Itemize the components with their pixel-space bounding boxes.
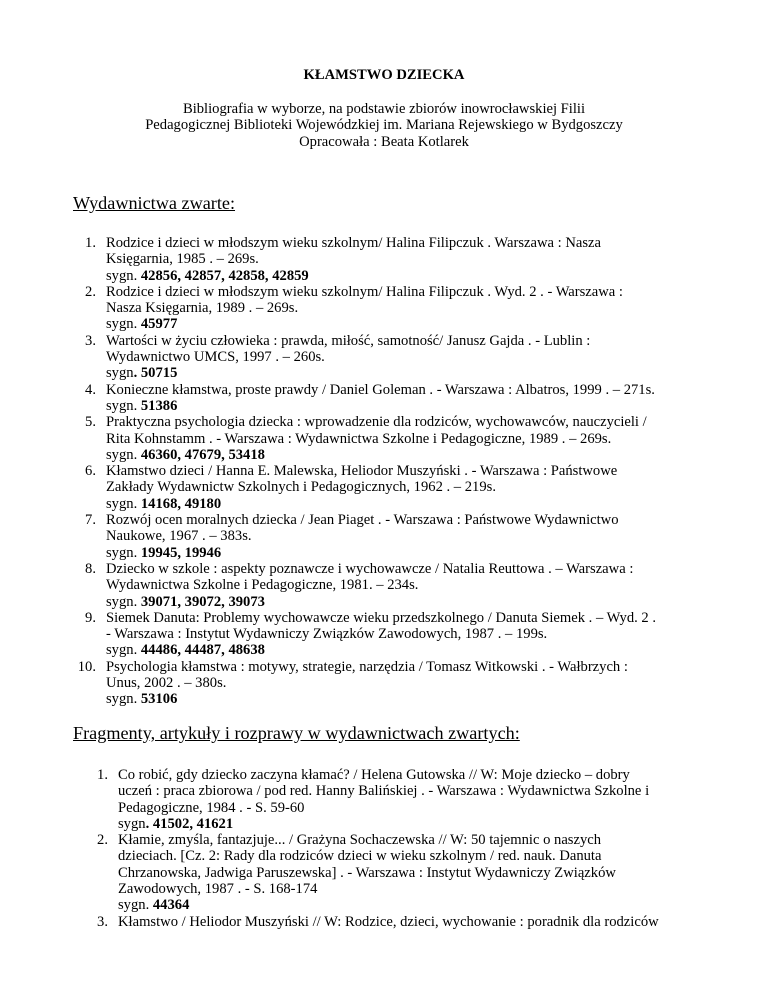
entry-line: dzieciach. [Cz. 2: Rady dla rodziców dzieci w wieku szkolnym / red. nauk. Danuta xyxy=(118,848,602,865)
entry-line: Siemek Danuta: Problemy wychowawcze wieku przedszkolnego / Danuta Siemek . – Wyd. 2 . xyxy=(106,609,657,626)
entry-line: Unus, 2002 . – 380s. xyxy=(106,675,227,692)
entry-line: Kłamstwo / Heliodor Muszyński // W: Rodzice, dzieci, wychowanie : poradnik dla rodziców xyxy=(118,913,659,930)
section-heading-fragments: Fragmenty, artykuły i rozprawy w wydawnictwach zwartych: xyxy=(73,723,520,743)
entry-line: Psychologia kłamstwa : motywy, strategie, narzędzia / Tomasz Witkowski . - Wałbrzych : xyxy=(106,658,628,675)
entry-body xyxy=(106,659,768,708)
bibliography-entry xyxy=(0,832,768,913)
entry-line: Kłamie, zmyśla, fantazjuje... / Grażyna Sochaczewska // W: 50 tajemnic o naszych xyxy=(118,832,602,849)
entry-line: Co robić, gdy dziecko zaczyna kłamać? / Helena Gutowska // W: Moje dziecko – dobry xyxy=(118,767,630,783)
signature-label: sygn. xyxy=(106,397,141,414)
bibliography-entry xyxy=(0,235,768,284)
entry-body xyxy=(118,767,768,832)
document-subtitle xyxy=(0,101,768,150)
entry-line: Kłamstwo dzieci / Hanna E. Malewska, Heliodor Muszyński . - Warszawa : Państwowe xyxy=(106,463,618,480)
entry-line: Praktyczna psychologia dziecka : wprowadzenie dla rodziców, wychowawców, nauczycieli / xyxy=(106,414,647,431)
entry-signature xyxy=(118,897,768,913)
entry-line: Pedagogiczne, 1984 . - S. 59-60 xyxy=(118,799,305,816)
entry-body xyxy=(106,463,768,512)
entry-signature xyxy=(106,447,768,463)
signature-numbers: 53106 xyxy=(140,691,178,708)
entry-line: Naukowe, 1967 . – 383s. xyxy=(106,528,252,545)
entry-number: 1. xyxy=(97,767,108,783)
bibliography-list-fragments xyxy=(0,767,768,930)
entry-number: 2. xyxy=(85,283,96,300)
entry-line: Chrzanowska, Jadwiga Paruszewska] . - Warszawa : Instytut Wydawniczy Związków xyxy=(118,864,616,881)
signature-numbers: 51386 xyxy=(140,397,178,414)
entry-signature xyxy=(106,496,768,512)
signature-label: sygn. xyxy=(106,316,141,333)
entry-line: Rita Kohnstamm . - Warszawa : Wydawnictwa Szkolne i Pedagogiczne, 1989 . – 269s. xyxy=(106,430,612,447)
subtitle-line: Bibliografia w wyborze, na podstawie zbiorów inowrocławskiej Filii xyxy=(182,101,586,117)
bibliography-entry xyxy=(0,914,768,930)
entry-body xyxy=(118,832,768,913)
entry-line: Księgarnia, 1985 . – 269s. xyxy=(106,251,259,268)
entry-signature xyxy=(106,316,768,332)
signature-numbers: 46360, 47679, 53418 xyxy=(140,446,265,463)
signature-numbers: . 41502, 41621 xyxy=(145,815,234,832)
signature-label: sygn. xyxy=(106,267,141,284)
entry-signature xyxy=(106,268,768,284)
signature-label: sygn xyxy=(118,815,146,832)
entry-line: Dziecko w szkole : aspekty poznawcze i wychowawcze / Natalia Reuttowa . – Warszawa : xyxy=(106,560,634,577)
entry-number: 4. xyxy=(85,381,96,398)
bibliography-list-books xyxy=(0,235,768,708)
entry-line: Konieczne kłamstwa, proste prawdy / Daniel Goleman . - Warszawa : Albatros, 1999 . – 271s. xyxy=(106,381,655,398)
bibliography-entry xyxy=(0,610,768,659)
entry-signature xyxy=(118,816,768,832)
signature-numbers: 45977 xyxy=(140,316,178,333)
document-title: KŁAMSTWO DZIECKA xyxy=(303,67,465,83)
entry-number: 6. xyxy=(85,463,96,480)
entry-line: Zawodowych, 1987 . - S. 168-174 xyxy=(118,881,318,898)
subtitle-line: Opracowała : Beata Kotlarek xyxy=(299,133,469,150)
entry-body xyxy=(106,512,768,561)
signature-label: sygn. xyxy=(106,691,141,708)
entry-body xyxy=(106,610,768,659)
entry-number: 1. xyxy=(85,235,96,251)
entry-line: Rodzice i dzieci w młodszym wieku szkolnym/ Halina Filipczuk . Warszawa : Nasza xyxy=(106,235,602,251)
entry-signature xyxy=(106,642,768,658)
entry-signature xyxy=(106,691,768,707)
entry-line: Zakłady Wydawnictw Szkolnych i Pedagogicznych, 1962 . – 219s. xyxy=(106,479,496,496)
bibliography-entry xyxy=(0,767,768,832)
signature-label: sygn xyxy=(106,365,134,382)
bibliography-entry xyxy=(0,512,768,561)
entry-body xyxy=(106,284,768,333)
entry-line: Rozwój ocen moralnych dziecka / Jean Piaget . - Warszawa : Państwowe Wydawnictwo xyxy=(106,512,619,529)
entry-number: 10. xyxy=(77,658,96,675)
entry-body xyxy=(106,414,768,463)
entry-number: 2. xyxy=(97,832,108,849)
bibliography-entry xyxy=(0,333,768,382)
entry-signature xyxy=(106,594,768,610)
signature-numbers: . 50715 xyxy=(133,365,178,382)
bibliography-entry xyxy=(0,659,768,708)
bibliography-entry xyxy=(0,284,768,333)
entry-body xyxy=(106,333,768,382)
section-heading-books: Wydawnictwa zwarte: xyxy=(73,193,236,213)
signature-label: sygn. xyxy=(106,495,141,512)
entry-line: Wydawnictwa Szkolne i Pedagogiczne, 1981. – 234s. xyxy=(106,577,419,594)
entry-body xyxy=(106,561,768,610)
signature-numbers: 42856, 42857, 42858, 42859 xyxy=(140,267,309,284)
subtitle-line: Pedagogicznej Biblioteki Wojewódzkiej im. Mariana Rejewskiego w Bydgoszczy xyxy=(145,117,623,134)
entry-line: Wydawnictwo UMCS, 1997 . – 260s. xyxy=(106,349,325,366)
entry-line: - Warszawa : Instytut Wydawniczy Związków Zawodowych, 1987 . – 199s. xyxy=(106,626,548,643)
signature-numbers: 44364 xyxy=(152,897,190,914)
entry-line: uczeń : praca zbiorowa / pod red. Hanny Balińskiej . - Warszawa : Wydawnictwa Szkolne i xyxy=(118,783,650,800)
entry-number: 8. xyxy=(85,560,96,577)
entry-line: Wartości w życiu człowieka : prawda, miłość, samotność/ Janusz Gajda . - Lublin : xyxy=(106,332,591,349)
signature-label: sygn. xyxy=(106,446,141,463)
signature-label: sygn. xyxy=(118,897,153,914)
entry-signature xyxy=(106,398,768,414)
signature-numbers: 39071, 39072, 39073 xyxy=(140,593,265,610)
entry-body xyxy=(106,382,768,415)
entry-number: 5. xyxy=(85,414,96,431)
bibliography-entry xyxy=(0,561,768,610)
signature-label: sygn. xyxy=(106,642,141,659)
entry-number: 3. xyxy=(85,332,96,349)
bibliography-entry xyxy=(0,382,768,415)
entry-signature xyxy=(106,545,768,561)
entry-body xyxy=(118,914,768,930)
entry-number: 7. xyxy=(85,512,96,529)
bibliography-entry xyxy=(0,463,768,512)
entry-line: Rodzice i dzieci w młodszym wieku szkolnym/ Halina Filipczuk . Wyd. 2 . - Warszawa : xyxy=(106,283,623,300)
signature-label: sygn. xyxy=(106,544,141,561)
signature-numbers: 14168, 49180 xyxy=(140,495,222,512)
entry-number: 9. xyxy=(85,609,96,626)
entry-line: Nasza Księgarnia, 1989 . – 269s. xyxy=(106,300,299,317)
bibliography-entry xyxy=(0,414,768,463)
signature-numbers: 44486, 44487, 48638 xyxy=(140,642,265,659)
signature-label: sygn. xyxy=(106,593,141,610)
entry-body xyxy=(106,235,768,284)
signature-numbers: 19945, 19946 xyxy=(140,544,222,561)
entry-number: 3. xyxy=(97,913,108,930)
entry-signature xyxy=(106,365,768,381)
